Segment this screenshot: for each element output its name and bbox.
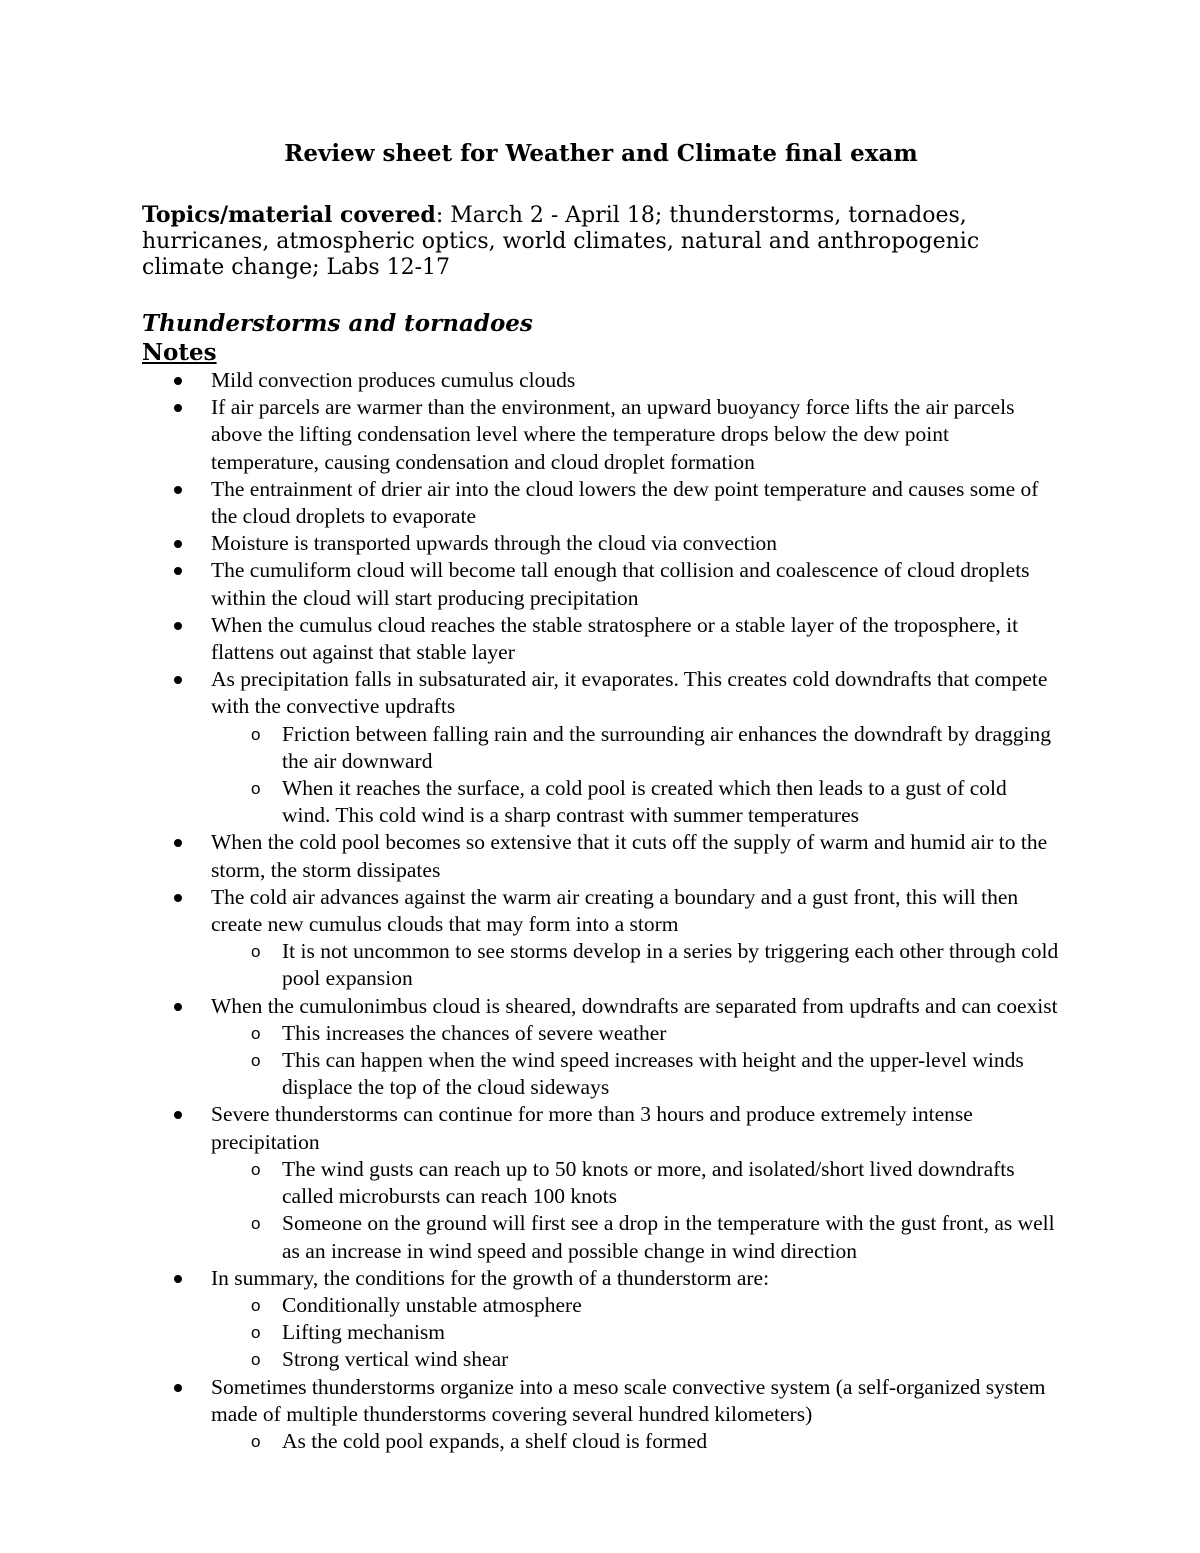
topics-paragraph bbox=[142, 202, 1060, 281]
list-item bbox=[142, 666, 1060, 829]
sub-list-item bbox=[211, 1210, 1060, 1264]
list-item-text: The cumuliform cloud will become tall enough that collision and coalescence of cloud droplets within the cloud will start producing precipitation bbox=[211, 558, 1030, 610]
list-item-text: When the cumulus cloud reaches the stable stratosphere or a stable layer of the troposphere, it flattens out against that stable layer bbox=[211, 612, 1019, 665]
sub-list bbox=[211, 1156, 1060, 1265]
circle-bullet-icon: o bbox=[251, 942, 261, 962]
sub-list-item bbox=[211, 938, 1060, 992]
list-item bbox=[142, 557, 1060, 611]
bullet-icon bbox=[174, 894, 182, 902]
sub-list-item-text: When it reaches the surface, a cold pool is created which then leads to a gust of cold wind. This cold wind is a sharp contrast with summer temperatures bbox=[282, 776, 1007, 828]
circle-bullet-icon: o bbox=[251, 724, 261, 744]
document-title: Review sheet for Weather and Climate final exam bbox=[284, 140, 918, 167]
list-item bbox=[142, 530, 1060, 557]
bullet-icon bbox=[174, 404, 182, 412]
list-item-text: In summary, the conditions for the growth of a thunderstorm are: bbox=[211, 1265, 770, 1290]
sub-list-item-text: Strong vertical wind shear bbox=[282, 1347, 509, 1372]
circle-bullet-icon: o bbox=[251, 1214, 261, 1234]
sub-list-item bbox=[211, 1047, 1060, 1101]
sub-list-item bbox=[211, 1020, 1060, 1047]
list-item-text: As precipitation falls in subsaturated air, it evaporates. This creates cold downdrafts that compete with the convective updrafts bbox=[211, 667, 1048, 719]
list-item bbox=[142, 612, 1060, 666]
bullet-icon bbox=[174, 486, 182, 494]
list-item-text: When the cumulonimbus cloud is sheared, downdrafts are separated from updrafts and can coexist bbox=[211, 993, 1058, 1018]
sub-list-item bbox=[211, 1292, 1060, 1319]
list-item-text: Moisture is transported upwards through the cloud via convection bbox=[211, 531, 778, 556]
sub-list-item-text: This can happen when the wind speed increases with height and the upper-level winds displace the top of the cloud sideways bbox=[282, 1048, 1024, 1100]
section-title: Thunderstorms and tornadoes bbox=[142, 310, 533, 337]
list-item bbox=[142, 394, 1060, 476]
topics-text: : March 2 - April 18; thunderstorms, tornadoes, hurricanes, atmospheric optics, world climates, natural and anthropogenic climate change; Labs 12-17 bbox=[142, 203, 980, 280]
circle-bullet-icon: o bbox=[251, 1051, 261, 1071]
notes-list bbox=[142, 367, 1060, 1455]
sub-list bbox=[211, 1292, 1060, 1374]
sub-list-item bbox=[211, 1319, 1060, 1346]
sub-list-item-text: The wind gusts can reach up to 50 knots or more, and isolated/short lived downdrafts called microbursts can reach 100 knots bbox=[282, 1156, 1015, 1209]
circle-bullet-icon: o bbox=[251, 1159, 261, 1179]
sub-list-item-text: Conditionally unstable atmosphere bbox=[282, 1292, 582, 1317]
sub-list-item bbox=[211, 775, 1060, 829]
bullet-icon bbox=[174, 567, 182, 575]
list-item bbox=[142, 884, 1060, 993]
sub-list bbox=[211, 938, 1060, 992]
list-item bbox=[142, 993, 1060, 1102]
bullet-icon bbox=[174, 1111, 182, 1119]
sub-list-item-text: This increases the chances of severe weather bbox=[282, 1020, 667, 1045]
circle-bullet-icon: o bbox=[251, 1431, 261, 1451]
list-item-text: Sometimes thunderstorms organize into a meso scale convective system (a self-organized system made of multiple thunderstorms covering several hundred kilometers) bbox=[211, 1374, 1046, 1426]
list-item bbox=[142, 367, 1060, 394]
bullet-icon bbox=[174, 622, 182, 630]
notes-heading: Notes bbox=[142, 339, 217, 366]
sub-list-item-text: Someone on the ground will first see a drop in the temperature with the gust front, as well as an increase in wind speed and possible change in wind direction bbox=[282, 1211, 1055, 1263]
list-item bbox=[142, 829, 1060, 883]
list-item-text: If air parcels are warmer than the environment, an upward buoyancy force lifts the air parcels above the lifting condensation level where the temperature drops below the dew point temperature, causing condensation and cloud droplet formation bbox=[211, 395, 1015, 474]
sub-list-item-text: Lifting mechanism bbox=[282, 1320, 446, 1345]
bullet-icon bbox=[174, 377, 182, 385]
sub-list bbox=[211, 1428, 1060, 1455]
bullet-icon bbox=[174, 676, 182, 684]
circle-bullet-icon: o bbox=[251, 1295, 261, 1315]
sub-list-item bbox=[211, 1428, 1060, 1455]
sub-list-item bbox=[211, 1346, 1060, 1373]
bullet-icon bbox=[174, 540, 182, 548]
sub-list bbox=[211, 721, 1060, 830]
sub-list-item-text: It is not uncommon to see storms develop in a series by triggering each other through cold pool expansion bbox=[282, 939, 1059, 991]
sub-list bbox=[211, 1020, 1060, 1102]
list-item bbox=[142, 1101, 1060, 1264]
list-item bbox=[142, 1374, 1060, 1456]
sub-list-item-text: Friction between falling rain and the surrounding air enhances the downdraft by dragging the air downward bbox=[282, 721, 1051, 773]
list-item bbox=[142, 1265, 1060, 1374]
circle-bullet-icon: o bbox=[251, 1350, 261, 1370]
topics-label: Topics/material covered bbox=[142, 202, 436, 228]
circle-bullet-icon: o bbox=[251, 779, 261, 799]
bullet-icon bbox=[174, 1384, 182, 1392]
bullet-icon bbox=[174, 1275, 182, 1283]
list-item bbox=[142, 476, 1060, 530]
list-item-text: Mild convection produces cumulus clouds bbox=[211, 368, 576, 392]
bullet-icon bbox=[174, 839, 182, 847]
list-item-text: Severe thunderstorms can continue for more than 3 hours and produce extremely intense precipitation bbox=[211, 1102, 973, 1154]
list-item-text: The cold air advances against the warm air creating a boundary and a gust front, this will then create new cumulus clouds that may form into a storm bbox=[211, 884, 1019, 937]
sub-list-item bbox=[211, 1156, 1060, 1210]
list-item-text: When the cold pool becomes so extensive that it cuts off the supply of warm and humid air to the storm, the storm dissipates bbox=[211, 830, 1048, 882]
circle-bullet-icon: o bbox=[251, 1023, 261, 1043]
sub-list-item-text: As the cold pool expands, a shelf cloud is formed bbox=[282, 1428, 708, 1453]
list-item-text: The entrainment of drier air into the cloud lowers the dew point temperature and causes some of the cloud droplets to evaporate bbox=[211, 476, 1039, 529]
sub-list-item bbox=[211, 721, 1060, 775]
circle-bullet-icon: o bbox=[251, 1323, 261, 1343]
bullet-icon bbox=[174, 1003, 182, 1011]
